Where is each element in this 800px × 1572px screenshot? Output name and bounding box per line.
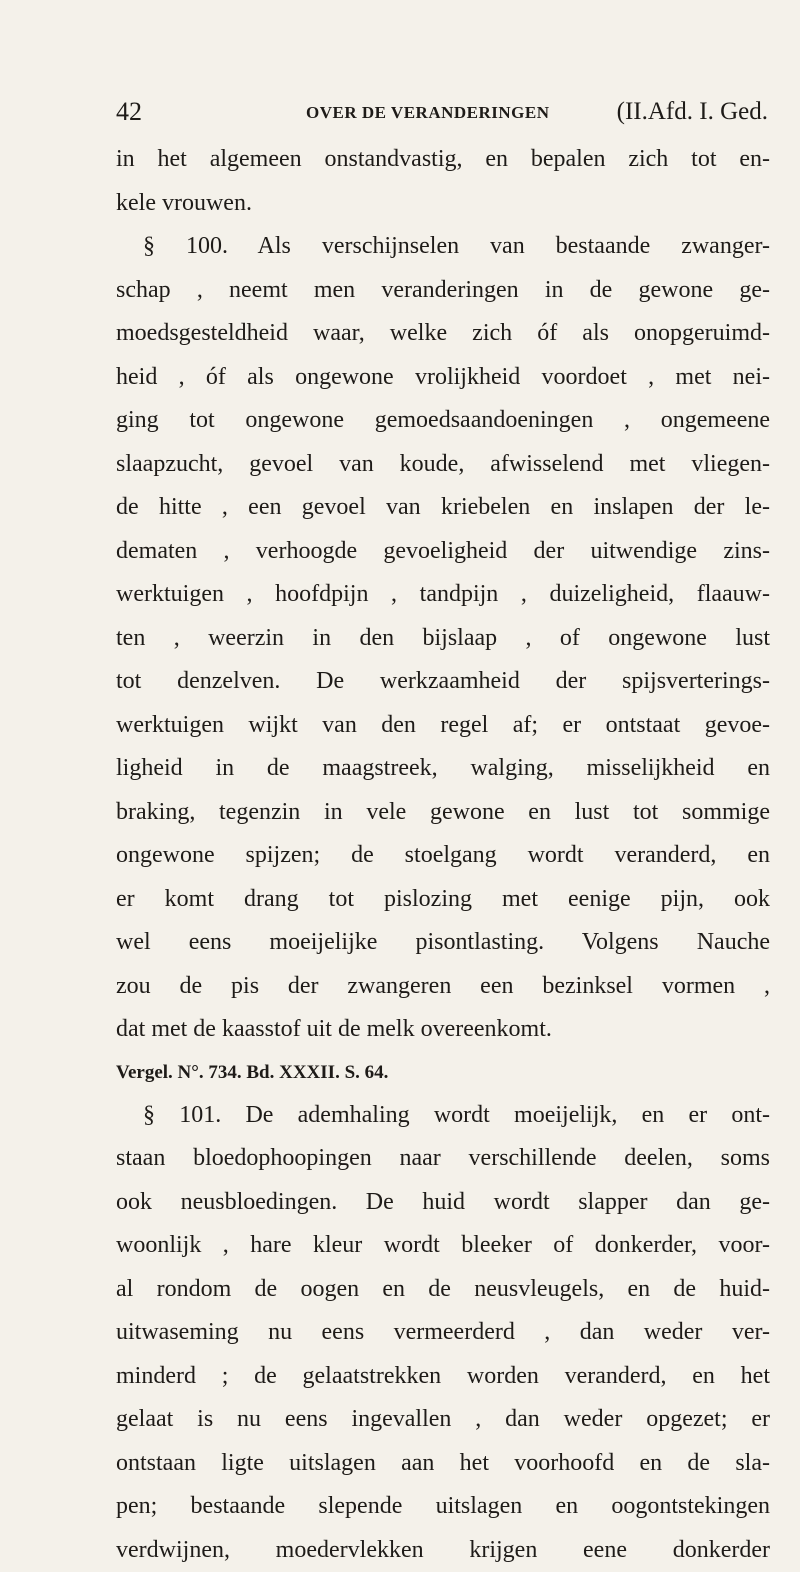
citation-line: Vergel. N°. 734. Bd. XXXII. S. 64. — [116, 1052, 770, 1094]
text-line: staan bloedophoopingen naar verschillende deelen, soms — [116, 1137, 770, 1181]
text-line: werktuigen wijkt van den regel af; er ontstaat gevoe- — [116, 704, 770, 748]
text-line: ook neusbloedingen. De huid wordt slapper dan ge- — [116, 1181, 770, 1225]
text-line: uitwaseming nu eens vermeerderd , dan weder ver- — [116, 1311, 770, 1355]
text-line: in het algemeen onstandvastig, en bepalen zich tot en- — [116, 138, 770, 182]
running-title: OVER DE VERANDERINGEN — [306, 96, 550, 130]
text-line: gelaat is nu eens ingevallen , dan weder opgezet; er — [116, 1398, 770, 1442]
text-line: moedsgesteldheid waar, welke zich óf als onopgeruimd- — [116, 312, 770, 356]
text-line: ging tot ongewone gemoedsaandoeningen , ongemeene — [116, 399, 770, 443]
text-line: dat met de kaasstof uit de melk overeenkomt. — [116, 1008, 770, 1052]
text-line: ontstaan ligte uitslagen aan het voorhoofd en de sla- — [116, 1442, 770, 1486]
text-line: wel eens moeijelijke pisontlasting. Volgens Nauche — [116, 921, 770, 965]
text-line: dematen , verhoogde gevoeligheid der uitwendige zins- — [116, 530, 770, 574]
page-header — [116, 92, 768, 132]
paragraph-100-start: § 100. Als verschijnselen van bestaande zwanger- — [116, 225, 770, 269]
page-number: 42 — [116, 92, 142, 132]
text-line: ligheid in de maagstreek, walging, misselijkheid en — [116, 747, 770, 791]
text-line: werktuigen , hoofdpijn , tandpijn , duizeligheid, flaauw- — [116, 573, 770, 617]
text-line: minderd ; de gelaatstrekken worden veranderd, en het — [116, 1355, 770, 1399]
text-line: kele vrouwen. — [116, 182, 770, 226]
body-text — [116, 138, 770, 1572]
text-line: ten , weerzin in den bijslaap , of ongewone lust — [116, 617, 770, 661]
text-line: ongewone spijzen; de stoelgang wordt veranderd, en — [116, 834, 770, 878]
text-line: zou de pis der zwangeren een bezinksel vormen , — [116, 965, 770, 1009]
text-line: de hitte , een gevoel van kriebelen en inslapen der le- — [116, 486, 770, 530]
text-line: woonlijk , hare kleur wordt bleeker of donkerder, voor- — [116, 1224, 770, 1268]
text-line: er komt drang tot pislozing met eenige pijn, ook — [116, 878, 770, 922]
text-line: braking, tegenzin in vele gewone en lust tot sommige — [116, 791, 770, 835]
text-line: tot denzelven. De werkzaamheid der spijsverterings- — [116, 660, 770, 704]
text-line: pen; bestaande slepende uitslagen en oogontstekingen — [116, 1485, 770, 1529]
text-line: slaapzucht, gevoel van koude, afwisselend met vliegen- — [116, 443, 770, 487]
text-line: heid , óf als ongewone vrolijkheid voordoet , met nei- — [116, 356, 770, 400]
section-reference: (II.Afd. I. Ged. — [617, 92, 768, 132]
text-line: verdwijnen, moedervlekken krijgen eene donkerder — [116, 1529, 770, 1572]
paragraph-101-start: § 101. De ademhaling wordt moeijelijk, en er ont- — [116, 1094, 770, 1138]
text-line: schap , neemt men veranderingen in de gewone ge- — [116, 269, 770, 313]
text-line: al rondom de oogen en de neusvleugels, en de huid- — [116, 1268, 770, 1312]
